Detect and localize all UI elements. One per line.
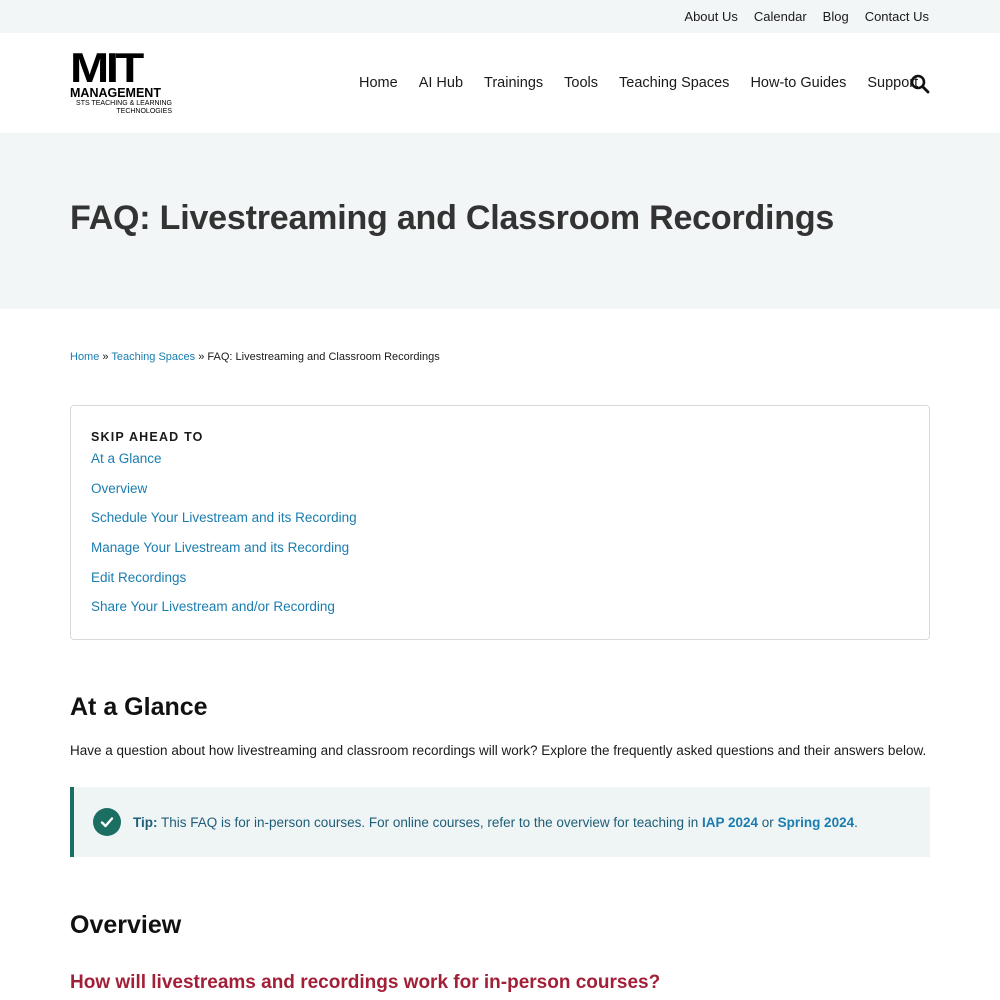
- faq-question: How will livestreams and recordings work for in-person courses?: [70, 972, 661, 993]
- nav-item-teaching-spaces[interactable]: Teaching Spaces: [619, 75, 730, 91]
- breadcrumb-home[interactable]: Home: [70, 351, 100, 363]
- check-circle-icon: [93, 808, 121, 836]
- skip-ahead-list: [91, 450, 909, 628]
- site-logo[interactable]: [70, 43, 172, 116]
- breadcrumb-separator: »: [195, 351, 208, 363]
- nav-item-home[interactable]: Home: [359, 75, 398, 91]
- tip-text-mid: or: [758, 814, 778, 830]
- list-item: [91, 569, 909, 599]
- utility-bar: [0, 0, 1000, 33]
- breadcrumb: [70, 351, 440, 363]
- tip-link-iap-2024[interactable]: IAP 2024: [702, 814, 759, 830]
- utility-link-blog[interactable]: Blog: [822, 9, 849, 24]
- nav-item-trainings[interactable]: Trainings: [484, 75, 544, 91]
- nav-item-support[interactable]: Support: [867, 75, 919, 91]
- skip-link-overview[interactable]: Overview: [91, 480, 148, 496]
- breadcrumb-separator: »: [99, 351, 112, 363]
- overview-heading: Overview: [70, 911, 182, 939]
- at-a-glance-heading: At a Glance: [70, 693, 208, 721]
- utility-link-about-us[interactable]: About Us: [684, 9, 738, 24]
- at-a-glance-text: Have a question about how livestreaming and classroom recordings will work? Explore the frequently asked questions and their answers below.: [70, 743, 927, 758]
- skip-link-manage[interactable]: Manage Your Livestream and its Recording: [91, 540, 350, 556]
- skip-ahead-title: SKIP AHEAD TO: [91, 430, 204, 444]
- breadcrumb-teaching-spaces[interactable]: Teaching Spaces: [111, 351, 196, 363]
- logo-mit-text: MIT: [70, 43, 141, 91]
- tip-label: Tip:: [133, 814, 158, 830]
- tip-callout: [70, 787, 930, 857]
- tip-text-before: This FAQ is for in-person courses. For online courses, refer to the overview for teaching in: [157, 814, 702, 830]
- search-icon[interactable]: [910, 74, 930, 94]
- skip-link-schedule[interactable]: Schedule Your Livestream and its Recording: [91, 510, 357, 526]
- list-item: [91, 509, 909, 539]
- main-nav: [359, 33, 939, 133]
- logo-management-text: MANAGEMENT: [70, 85, 161, 100]
- page-title: FAQ: Livestreaming and Classroom Recordings: [70, 199, 835, 237]
- page-hero: [0, 133, 1000, 309]
- logo-subtitle-line1: STS TEACHING & LEARNING: [76, 99, 172, 107]
- list-item: [91, 480, 909, 510]
- list-item: [91, 539, 909, 569]
- list-item: [91, 598, 909, 628]
- tip-text-after: .: [854, 814, 858, 830]
- nav-item-ai-hub[interactable]: AI Hub: [418, 75, 464, 91]
- utility-link-calendar[interactable]: Calendar: [753, 9, 807, 24]
- list-item: [91, 450, 909, 480]
- tip-text: [133, 815, 858, 830]
- site-header: [0, 33, 1000, 133]
- skip-link-at-a-glance[interactable]: At a Glance: [91, 451, 162, 466]
- skip-link-share[interactable]: Share Your Livestream and/or Recording: [91, 599, 335, 615]
- nav-item-tools[interactable]: Tools: [564, 75, 598, 91]
- skip-ahead-box: [70, 405, 930, 640]
- utility-link-contact-us[interactable]: Contact Us: [864, 9, 929, 24]
- nav-item-how-to-guides[interactable]: How-to Guides: [750, 75, 847, 91]
- breadcrumb-current: FAQ: Livestreaming and Classroom Recordings: [207, 351, 440, 363]
- tip-link-spring-2024[interactable]: Spring 2024: [777, 814, 855, 830]
- logo-subtitle-line2: TECHNOLOGIES: [116, 107, 172, 115]
- skip-link-edit-recordings[interactable]: Edit Recordings: [91, 569, 187, 585]
